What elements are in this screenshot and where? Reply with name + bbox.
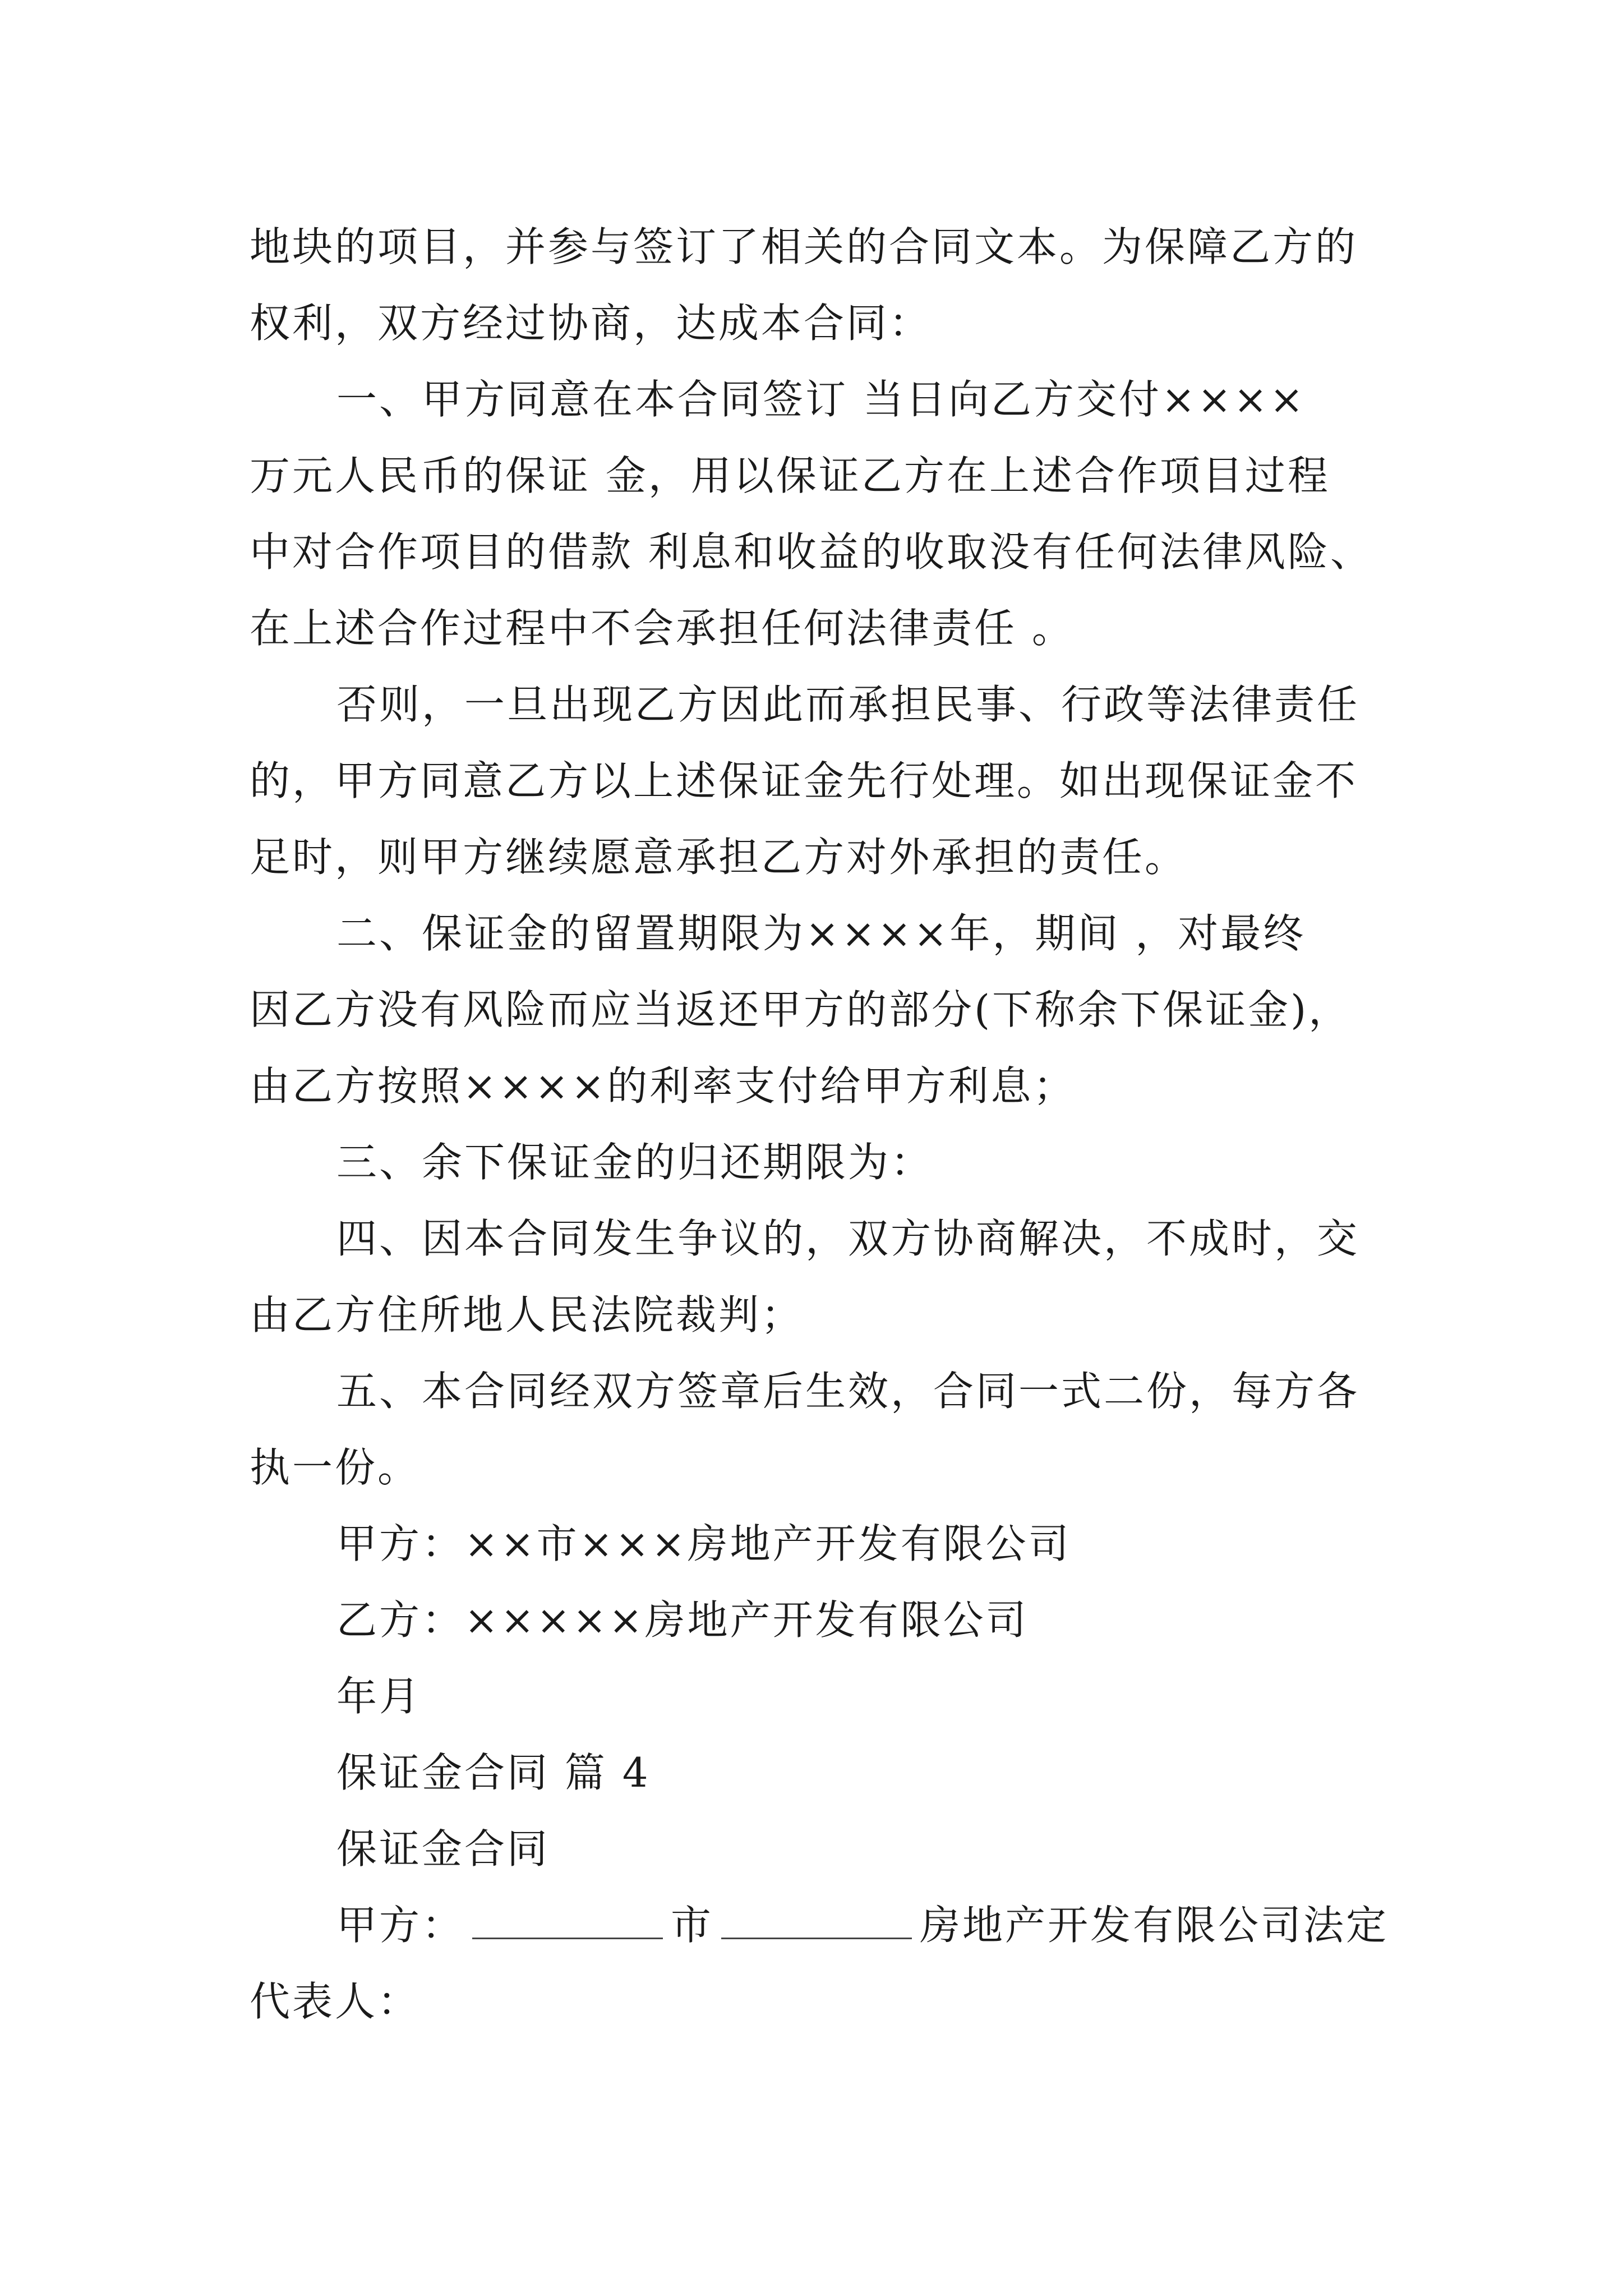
party-b-signature: 乙方：×××××房地产开发有限公司 (336, 1596, 1029, 1644)
representative-line: 代表人： (250, 1978, 421, 2025)
clause-1: 一、甲方同意在本合同签订 当日向乙方交付×××× (336, 376, 1306, 423)
text-line: 因乙方没有风险而应当返还甲方的部分(下称余下保证金)， (250, 986, 1352, 1033)
party-a-prefix: 甲方： (336, 1902, 465, 1949)
company-blank (721, 1904, 912, 1939)
text-line: 权利，双方经过协商，达成本合同： (250, 300, 932, 347)
paragraph-start: 否则，一旦出现乙方因此而承担民事、行政等法律责任 (336, 681, 1360, 728)
section-heading: 保证金合同 篇 4 (336, 1749, 651, 1796)
text-line: 的，甲方同意乙方以上述保证金先行处理。如出现保证金不 (250, 757, 1358, 804)
document-body (250, 209, 1389, 2040)
party-a-suffix: 房地产开发有限公司法定 (920, 1902, 1389, 1949)
text-line: 中对合作项目的借款 利息和收益的收取没有任何法律风险、 (250, 528, 1373, 576)
clause-3: 三、余下保证金的归还期限为： (336, 1139, 934, 1186)
text-line: 足时，则甲方继续愿意承担乙方对外承担的责任。 (250, 834, 1188, 881)
text-line: 在上述合作过程中不会承担任何法律责任 。 (250, 605, 1075, 652)
date-line: 年月 (336, 1673, 422, 1720)
party-a-signature: 甲方：××市×××房地产开发有限公司 (336, 1520, 1071, 1567)
party-a-line (250, 1887, 1389, 1963)
text-line: 执一份。 (250, 1444, 421, 1491)
city-blank (472, 1904, 663, 1939)
text-line: 万元人民币的保证 金，用以保证乙方在上述合作项目过程 (250, 452, 1330, 499)
text-line: 由乙方按照××××的利率支付给甲方利息； (250, 1062, 1076, 1110)
party-a-city-label: 市 (671, 1902, 714, 1949)
clause-2: 二、保证金的留置期限为××××年，期间 ，对最终 (336, 910, 1306, 957)
clause-5: 五、本合同经双方签章后生效，合同一式二份，每方各 (336, 1368, 1360, 1415)
clause-4: 四、因本合同发生争议的，双方协商解决，不成时，交 (336, 1215, 1360, 1262)
contract-title: 保证金合同 (336, 1825, 550, 1872)
text-line: 地块的项目，并参与签订了相关的合同文本。为保障乙方的 (250, 223, 1358, 270)
text-line: 由乙方住所地人民法院裁判； (250, 1291, 804, 1338)
